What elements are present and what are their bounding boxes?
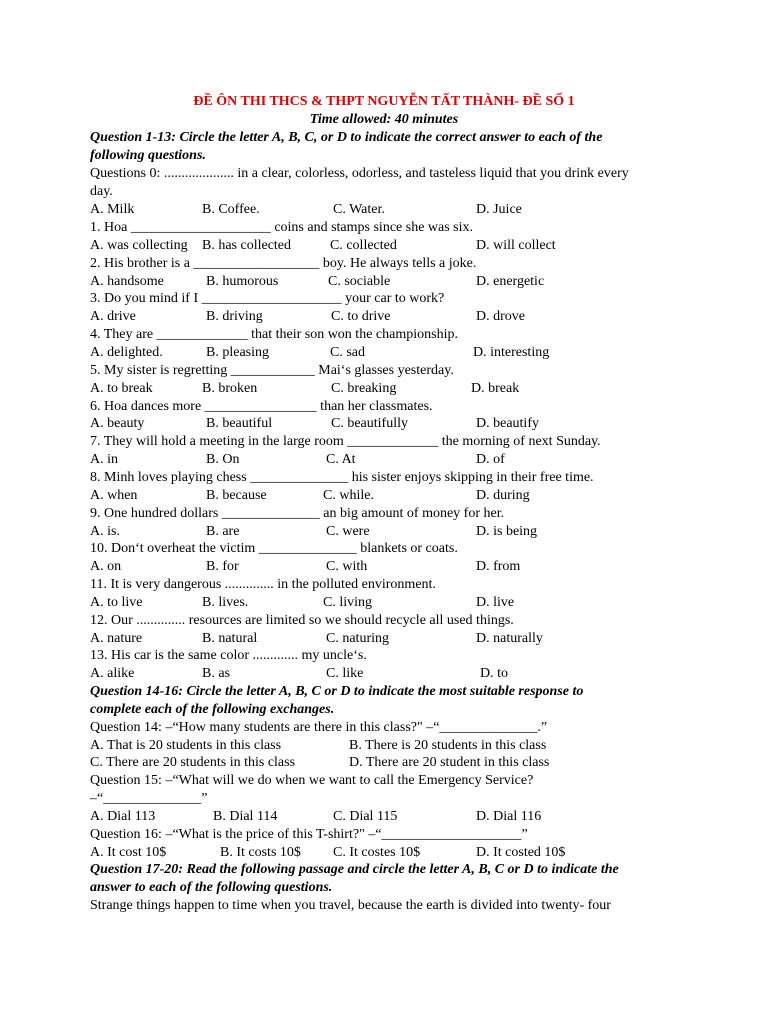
question-0-stem: Questions 0: .................... in a clear, colorless, odorless, and tasteless liquid that you drink every: [90, 166, 629, 181]
option-c: C. to drive: [331, 309, 391, 324]
option-d: D. Juice: [476, 202, 522, 217]
option-d: D. Dial 116: [476, 809, 542, 824]
section1-heading: Question 1-13: Circle the letter A, B, C, or D to indicate the correct answer to each of the: [90, 130, 603, 145]
page-title: ĐỀ ÔN THI THCS & THPT NGUYỄN TẤT THÀNH- ĐỀ SỐ 1: [193, 94, 575, 109]
option-b: B. Coffee.: [202, 202, 260, 217]
option-c: C. breaking: [331, 381, 397, 396]
question-2-stem: 2. His brother is a __________________ boy. He always tells a joke.: [90, 256, 477, 271]
option-b: B. Dial 114: [213, 809, 278, 824]
option-a: A. Milk: [90, 202, 135, 217]
option-b: B. There is 20 students in this class: [349, 738, 547, 753]
option-d: D. naturally: [476, 631, 543, 646]
option-b: B. are: [206, 524, 240, 539]
option-c: C. collected: [330, 238, 397, 253]
question-6-stem: 6. Hoa dances more ________________ than her classmates.: [90, 399, 433, 414]
option-a: A. on: [90, 559, 122, 574]
option-c: C. living: [323, 595, 373, 610]
option-c: C. Water.: [333, 202, 385, 217]
option-a: A. delighted.: [90, 345, 163, 360]
option-d: D. during: [476, 488, 530, 503]
option-b: B. has collected: [202, 238, 292, 253]
option-c: C. naturing: [326, 631, 389, 646]
option-a: A. That is 20 students in this class: [90, 738, 282, 753]
section2-heading: Question 14-16: Circle the letter A, B, C or D to indicate the most suitable response to: [90, 684, 584, 699]
question-8-stem: 8. Minh loves playing chess ______________ his sister enjoys skipping in their free time.: [90, 470, 594, 485]
option-c: C. It costes 10$: [333, 845, 421, 860]
option-a: A. Dial 113: [90, 809, 156, 824]
passage-text: Strange things happen to time when you travel, because the earth is divided into twenty- four: [90, 898, 611, 913]
option-a: A. beauty: [90, 416, 145, 431]
option-a: A. handsome: [90, 274, 164, 289]
option-b: B. pleasing: [206, 345, 269, 360]
option-b: B. lives.: [202, 595, 249, 610]
option-c: C. Dial 115: [333, 809, 398, 824]
option-d: D. drove: [476, 309, 525, 324]
option-b: B. driving: [206, 309, 263, 324]
section3-heading: Question 17-20: Read the following passage and circle the letter A, B, C or D to indicate the: [90, 862, 619, 877]
question-12-stem: 12. Our .............. resources are limited so we should recycle all used things.: [90, 613, 514, 628]
option-b: B. because: [206, 488, 267, 503]
option-b: B. On: [206, 452, 240, 467]
option-c: C. like: [326, 666, 364, 681]
option-b: B. natural: [202, 631, 258, 646]
option-a: A. alike: [90, 666, 135, 681]
section2-heading-cont: complete each of the following exchanges.: [90, 702, 335, 717]
option-c: C. while.: [323, 488, 374, 503]
option-b: B. for: [206, 559, 239, 574]
option-c: C. sociable: [328, 274, 391, 289]
option-d: D. break: [471, 381, 520, 396]
option-b: B. humorous: [206, 274, 279, 289]
option-c: C. with: [326, 559, 368, 574]
option-b: B. broken: [202, 381, 258, 396]
option-a: A. drive: [90, 309, 136, 324]
option-d: D. of: [476, 452, 505, 467]
option-d: D. energetic: [476, 274, 545, 289]
question-4-stem: 4. They are _____________ that their son won the championship.: [90, 327, 458, 342]
option-d: D. interesting: [473, 345, 550, 360]
option-a: A. nature: [90, 631, 143, 646]
question-3-stem: 3. Do you mind if I ____________________ your car to work?: [90, 291, 445, 306]
option-c: C. There are 20 students in this class: [90, 755, 296, 770]
question-11-stem: 11. It is very dangerous .............. in the polluted environment.: [90, 577, 436, 592]
question-15-stem: Question 15: –“What will we do when we want to call the Emergency Service?: [90, 773, 534, 788]
option-d: D. live: [476, 595, 515, 610]
option-d: D. There are 20 student in this class: [349, 755, 550, 770]
question-14-stem: Question 14: –“How many students are there in this class?" –“______________.”: [90, 720, 548, 735]
question-1-stem: 1. Hoa ____________________ coins and stamps since she was six.: [90, 220, 474, 235]
question-13-stem: 13. His car is the same color ............. my uncle‘s.: [90, 648, 367, 663]
option-d: D. is being: [476, 524, 538, 539]
question-7-stem: 7. They will hold a meeting in the large room _____________ the morning of next Sunday.: [90, 434, 601, 449]
option-a: A. to live: [90, 595, 143, 610]
option-d: D. to: [480, 666, 508, 681]
option-c: C. At: [326, 452, 356, 467]
option-d: D. beautify: [476, 416, 539, 431]
question-9-stem: 9. One hundred dollars ______________ an big amount of money for her.: [90, 506, 505, 521]
option-a: A. is.: [90, 524, 120, 539]
option-a: A. It cost 10$: [90, 845, 167, 860]
option-b: B. beautiful: [206, 416, 273, 431]
time-allowed: Time allowed: 40 minutes: [309, 112, 459, 127]
option-c: C. beautifully: [331, 416, 408, 431]
option-a: A. in: [90, 452, 118, 467]
section1-heading-cont: following questions.: [90, 148, 206, 163]
question-15-answer-blank: –“______________”: [90, 791, 208, 806]
section3-heading-cont: answer to each of the following questions.: [90, 880, 333, 895]
option-b: B. as: [202, 666, 230, 681]
option-d: D. will collect: [476, 238, 556, 253]
option-a: A. was collecting: [90, 238, 188, 253]
question-10-stem: 10. Don‘t overheat the victim ______________ blankets or coats.: [90, 541, 458, 556]
question-16-stem: Question 16: –“What is the price of this T-shirt?" –“____________________”: [90, 827, 528, 842]
option-b: B. It costs 10$: [220, 845, 301, 860]
option-c: C. sad: [330, 345, 365, 360]
option-a: A. to break: [90, 381, 153, 396]
option-d: D. from: [476, 559, 521, 574]
question-5-stem: 5. My sister is regretting ____________ Mai‘s glasses yesterday.: [90, 363, 454, 378]
option-d: D. It costed 10$: [476, 845, 566, 860]
option-c: C. were: [326, 524, 370, 539]
option-a: A. when: [90, 488, 138, 503]
question-0-stem-cont: day.: [90, 184, 113, 199]
